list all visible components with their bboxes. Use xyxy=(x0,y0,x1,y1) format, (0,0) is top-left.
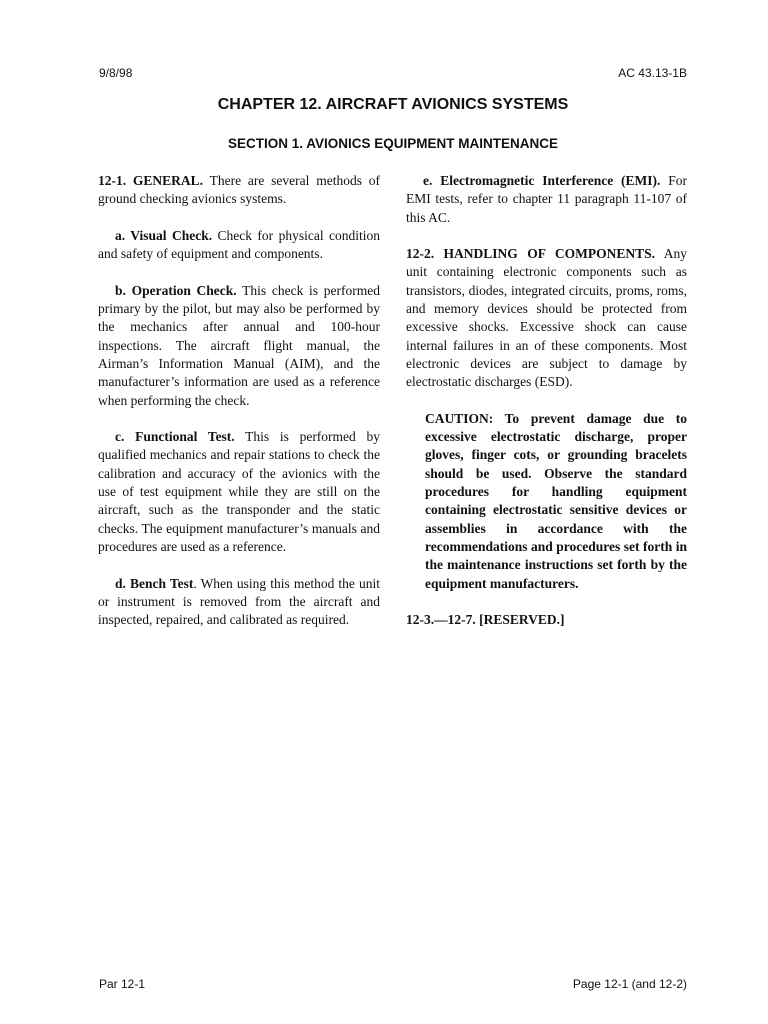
paragraph-text: Any unit containing electronic components such as transistors, diodes, integrated circuits, proms, roms, and memory devices should be protected from excessive shocks. Excessive shock can cause internal failures in an of these components. Most electronic devices are subject to damage by electrostatic discharges (ESD). xyxy=(406,246,687,390)
paragraph-text: For EMI tests, refer to chapter 11 paragraph 11-107 of this AC. xyxy=(406,173,687,225)
paragraph-text: This is performed by qualified mechanics and repair stations to check the calibration and accuracy of the avionics with the use of test equipment while they are still on the aircraft, such as the transponder and the static checks. The equipment manufacturer’s manuals and procedures are used as a reference. xyxy=(98,429,381,554)
paragraph-bench-test xyxy=(98,575,380,630)
paragraph-visual-check xyxy=(98,227,380,264)
paragraph-heading: d. Bench Test xyxy=(115,575,194,591)
footer-paragraph-reference: Par 12-1 xyxy=(99,977,146,991)
paragraph-heading: 12-1. GENERAL. xyxy=(98,173,204,188)
paragraph-text: . When using this method the unit or instrument is removed from the aircraft and inspected, repaired, and calibrated as required. xyxy=(98,575,380,628)
paragraph-emi xyxy=(406,172,687,227)
paragraph-heading: e. Electromagnetic Interference (EMI). xyxy=(423,173,661,188)
paragraph-handling-components xyxy=(406,245,687,391)
right-column xyxy=(406,172,687,629)
left-column xyxy=(98,172,380,648)
paragraph-general xyxy=(98,172,380,209)
paragraph-text: There are several methods of ground checking avionics systems. xyxy=(98,173,380,207)
paragraph-heading: b. Operation Check. xyxy=(115,282,237,298)
paragraph-text: Check for physical condition and safety of equipment and components. xyxy=(98,227,380,262)
chapter-title: CHAPTER 12. AIRCRAFT AVIONICS SYSTEMS xyxy=(217,96,569,113)
header-document-id: AC 43.13-1B xyxy=(618,66,687,80)
paragraph-operation-check xyxy=(98,282,380,410)
paragraph-functional-test xyxy=(98,428,380,556)
caution-note: CAUTION: To prevent damage due to excessive electrostatic discharge, proper gloves, finger cots, or grounding bracelets should be used. Observe the standard procedures for handling equipment containing electrostatic sensitive devices or assemblies in accordance with the recommendations and procedures set forth in the maintenance instructions set forth by the equipment manufacturers. xyxy=(425,410,687,591)
paragraph-heading: c. Functional Test. xyxy=(115,429,235,445)
footer-page-reference: Page 12-1 (and 12-2) xyxy=(572,977,687,991)
header-date: 9/8/98 xyxy=(99,66,133,80)
paragraph-heading: 12-2. HANDLING OF COMPONENTS. xyxy=(406,246,656,262)
reserved-paragraphs: 12-3.—12-7. [RESERVED.] xyxy=(406,612,565,628)
paragraph-text: This check is performed primary by the pilot, but may also be performed by the mechanics after annual and 100-hour inspections. The aircraft flight manual, the Airman’s Information Manual (AIM), and the manufacturer’s information are used as a reference when performing the check. xyxy=(98,282,380,408)
section-title: SECTION 1. AVIONICS EQUIPMENT MAINTENANCE xyxy=(227,136,559,151)
paragraph-heading: a. Visual Check. xyxy=(115,227,213,243)
